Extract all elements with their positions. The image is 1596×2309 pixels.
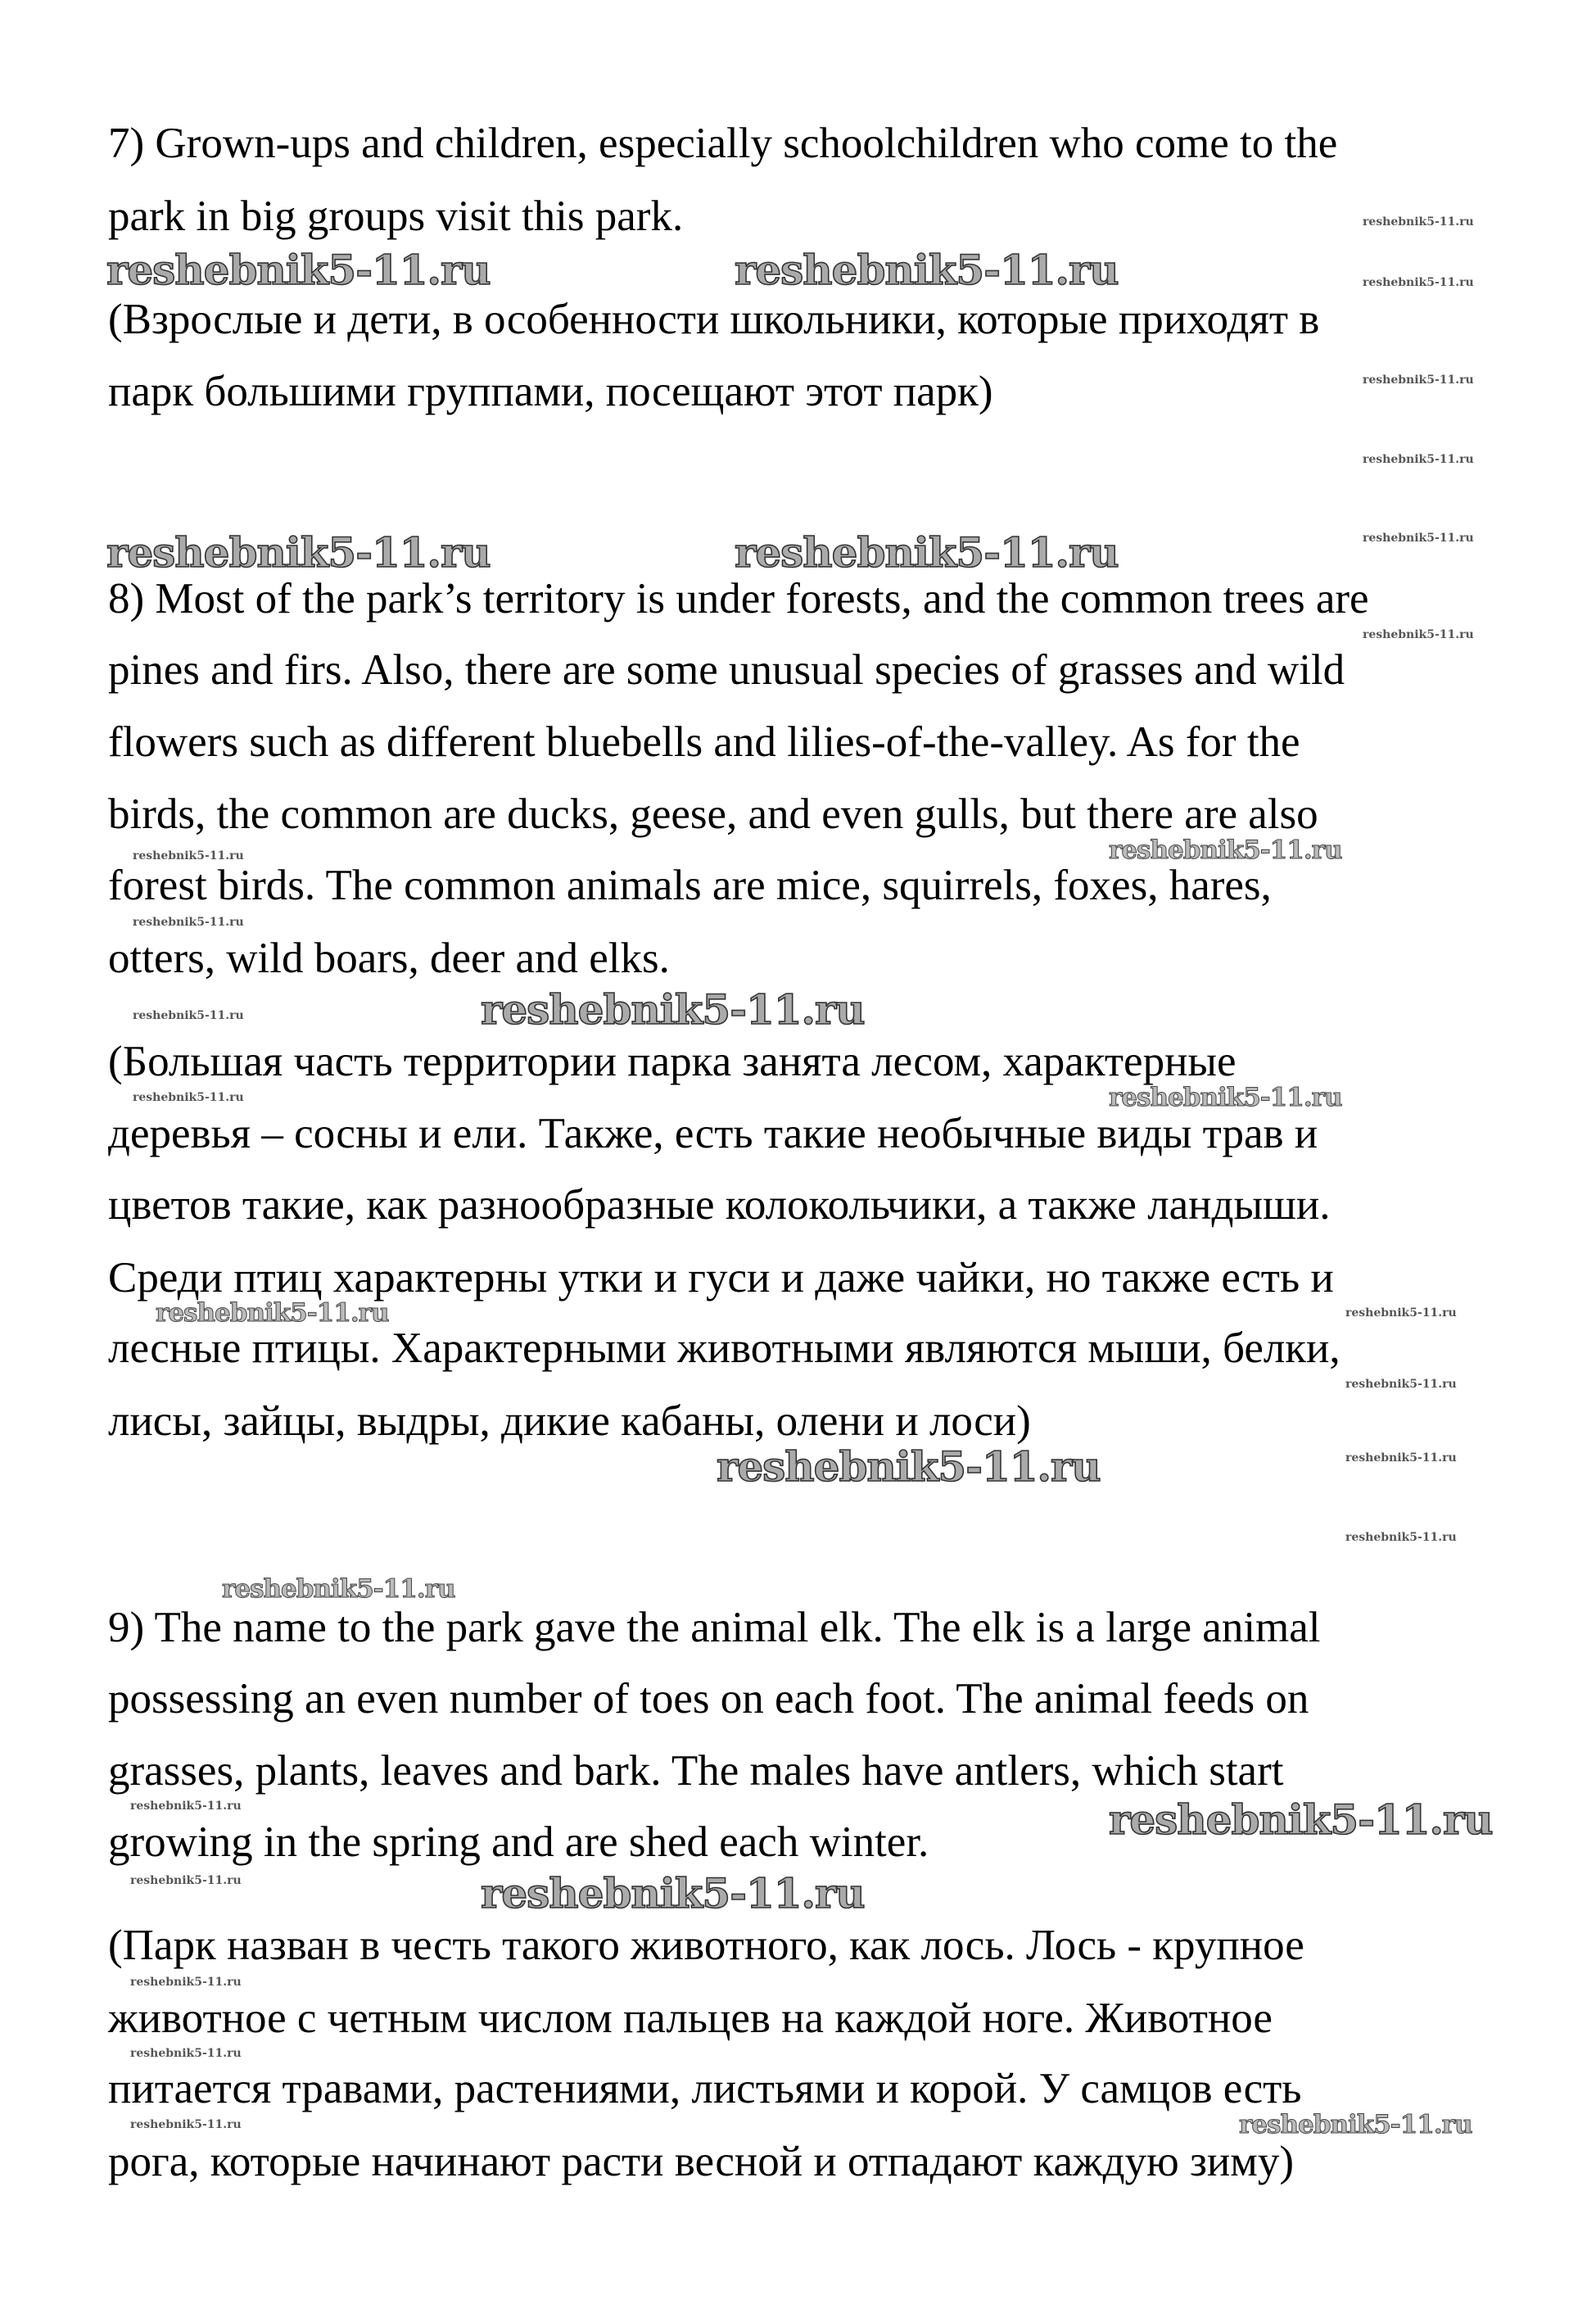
watermark: reshebnik5-11.ru	[1109, 1082, 1342, 1112]
text-line: (Большая часть территории парка занята лесом, характерные	[108, 1038, 1237, 1085]
watermark: reshebnik5-11.ru	[1345, 1531, 1457, 1544]
watermark: reshebnik5-11.ru	[130, 2118, 242, 2131]
watermark: reshebnik5-11.ru	[1109, 835, 1342, 865]
text-line: flowers such as different bluebells and lilies-of-the-valley. As for the	[108, 718, 1300, 766]
text-line: 7) Grown-ups and children, especially schoolchildren who come to the	[108, 120, 1338, 167]
watermark: reshebnik5-11.ru	[130, 1874, 242, 1887]
text-line: лисы, зайцы, выдры, дикие кабаны, олени и лоси)	[108, 1397, 1031, 1445]
watermark: reshebnik5-11.ru	[133, 1091, 244, 1104]
watermark: reshebnik5-11.ru	[133, 849, 244, 862]
text-line: growing in the spring and are shed each winter.	[108, 1818, 929, 1866]
text-line: цветов такие, как разнообразные колокольчики, а также ландыши.	[108, 1181, 1331, 1229]
text-line: birds, the common are ducks, geese, and even gulls, but there are also	[108, 790, 1318, 838]
text-line: park in big groups visit this park.	[108, 192, 684, 240]
watermark: reshebnik5-11.ru	[735, 528, 1119, 577]
watermark: reshebnik5-11.ru	[106, 246, 491, 294]
watermark: reshebnik5-11.ru	[717, 1442, 1101, 1491]
watermark: reshebnik5-11.ru	[156, 1297, 389, 1328]
watermark: reshebnik5-11.ru	[481, 1869, 865, 1917]
text-line: Среди птиц характерны утки и гуси и даже чайки, но также есть и	[108, 1254, 1334, 1302]
text-line: forest birds. The common animals are mice, squirrels, foxes, hares,	[108, 862, 1272, 909]
watermark: reshebnik5-11.ru	[1345, 1451, 1457, 1465]
text-line: possessing an even number of toes on each foot. The animal feeds on	[108, 1675, 1309, 1723]
watermark: reshebnik5-11.ru	[1363, 215, 1474, 229]
text-line: рога, которые начинают расти весной и отпадают каждую зиму)	[108, 2138, 1294, 2185]
watermark: reshebnik5-11.ru	[1239, 2109, 1472, 2139]
watermark: reshebnik5-11.ru	[1363, 532, 1474, 545]
text-line: лесные птицы. Характерными животными являются мыши, белки,	[108, 1324, 1341, 1372]
text-line: 9) The name to the park gave the animal elk. The elk is a large animal	[108, 1604, 1321, 1651]
text-line: питается травами, растениями, листьями и корой. У самцов есть	[108, 2065, 1302, 2112]
watermark: reshebnik5-11.ru	[1345, 1306, 1457, 1320]
watermark: reshebnik5-11.ru	[1109, 1795, 1493, 1844]
watermark: reshebnik5-11.ru	[222, 1573, 455, 1604]
watermark: reshebnik5-11.ru	[1345, 1378, 1457, 1391]
text-line: otters, wild boars, deer and elks.	[108, 935, 670, 982]
watermark: reshebnik5-11.ru	[1363, 628, 1474, 641]
text-line: парк большими группами, посещают этот парк)	[108, 368, 993, 415]
watermark: reshebnik5-11.ru	[1363, 276, 1474, 289]
watermark: reshebnik5-11.ru	[1363, 453, 1474, 466]
watermark: reshebnik5-11.ru	[133, 1009, 244, 1022]
text-line: 8) Most of the park’s territory is under forests, and the common trees are	[108, 575, 1369, 623]
text-line: животное с четным числом пальцев на каждой ноге. Животное	[108, 1994, 1273, 2042]
watermark: reshebnik5-11.ru	[735, 246, 1119, 294]
watermark: reshebnik5-11.ru	[130, 1976, 242, 1989]
text-line: (Парк назван в честь такого животного, как лось. Лось - крупное	[108, 1922, 1304, 1969]
watermark: reshebnik5-11.ru	[133, 916, 244, 929]
watermark: reshebnik5-11.ru	[481, 985, 865, 1034]
text-line: pines and firs. Also, there are some unusual species of grasses and wild	[108, 646, 1345, 694]
watermark: reshebnik5-11.ru	[130, 1800, 242, 1813]
text-line: grasses, plants, leaves and bark. The males have antlers, which start	[108, 1747, 1284, 1795]
watermark: reshebnik5-11.ru	[106, 528, 491, 577]
watermark: reshebnik5-11.ru	[1363, 374, 1474, 387]
text-line: (Взрослые и дети, в особенности школьники, которые приходят в	[108, 296, 1320, 343]
text-line: деревья – сосны и ели. Также, есть такие необычные виды трав и	[108, 1110, 1318, 1157]
watermark: reshebnik5-11.ru	[130, 2047, 242, 2060]
